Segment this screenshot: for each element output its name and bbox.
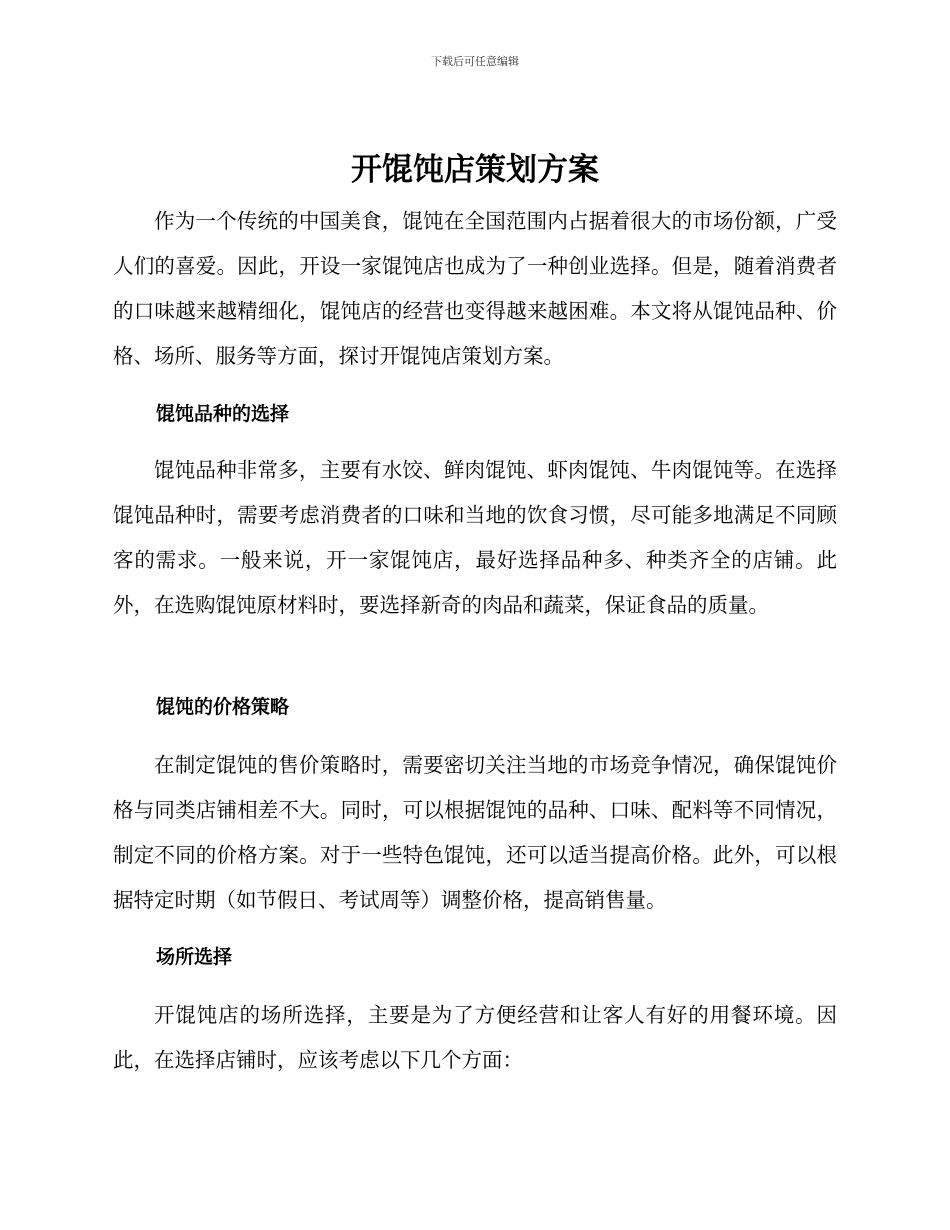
section-heading-location: 场所选择	[156, 946, 233, 968]
intro-paragraph: 作为一个传统的中国美食，馄饨在全国范围内占据着很大的市场份额，广受人们的喜爱。因此，开设一家馄饨店也成为了一种创业选择。但是，随着消费者的口味越来越精细化，馄饨店的经营也变得越来越困难。本文将从馄饨品种、价格、场所、服务等方面，探讨开馄饨店策划方案。	[113, 209, 837, 368]
section-heading-varieties: 馄饨品种的选择	[156, 403, 290, 425]
document-title: 开馄饨店策划方案	[351, 152, 599, 188]
section-heading-pricing: 馄饨的价格策略	[156, 696, 290, 718]
section-body-varieties: 馄饨品种非常多，主要有水饺、鲜肉馄饨、虾肉馄饨、牛肉馄饨等。在选择馄饨品种时，需要考虑消费者的口味和当地的饮食习惯，尽可能多地满足不同顾客的需求。一般来说，开一家馄饨店，最好选择品种多、种类齐全的店铺。此外，在选购馄饨原材料时，要选择新奇的肉品和蔬菜，保证食品的质量。	[113, 458, 837, 617]
page-header: 下载后可任意编辑	[431, 55, 519, 68]
section-body-pricing: 在制定馄饨的售价策略时，需要密切关注当地的市场竞争情况，确保馄饨价格与同类店铺相差不大。同时，可以根据馄饨的品种、口味、配料等不同情况，制定不同的价格方案。对于一些特色馄饨，还可以适当提高价格。此外，可以根据特定时期（如节假日、考试周等）调整价格，提高销售量。	[113, 753, 837, 912]
section-body-location: 开馄饨店的场所选择，主要是为了方便经营和让客人有好的用餐环境。因此，在选择店铺时，应该考虑以下几个方面：	[113, 1003, 837, 1072]
